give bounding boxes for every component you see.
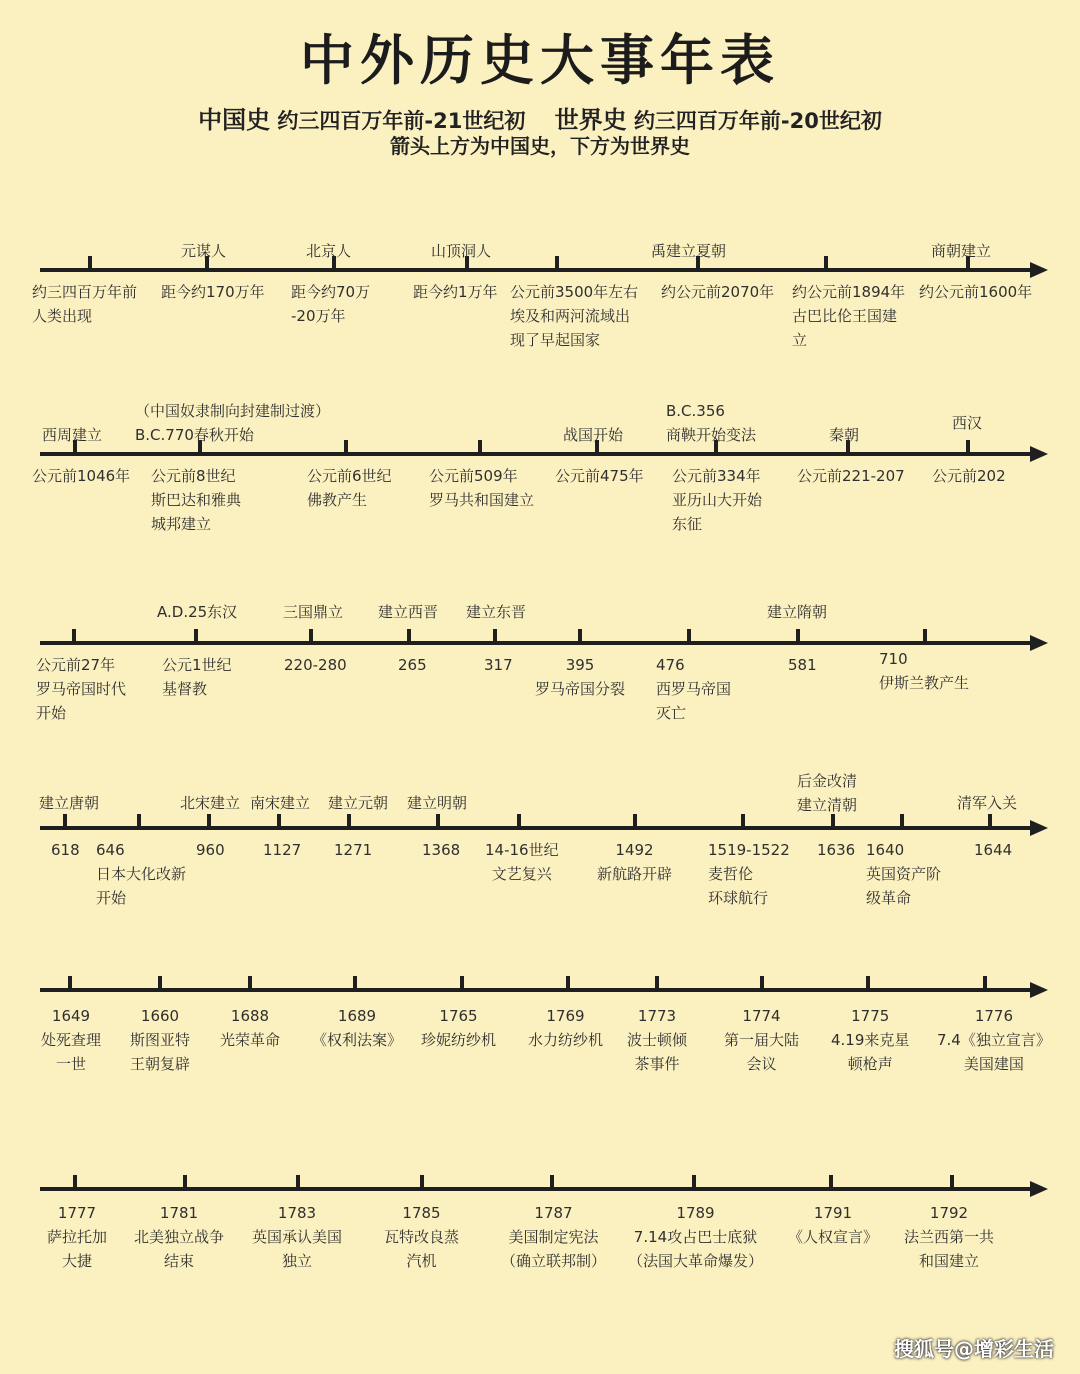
timeline-tick	[436, 814, 440, 828]
event-world: 1776 7.4《独立宣言》 美国建国	[937, 1007, 1051, 1073]
timeline-tick	[866, 976, 870, 990]
timeline-tick	[633, 814, 637, 828]
timeline-tick	[566, 976, 570, 990]
event-world: 395 罗马帝国分裂	[535, 656, 626, 698]
event-world: 317	[484, 656, 513, 674]
event-world: 710 伊斯兰教产生	[879, 650, 970, 692]
timeline-tick	[829, 1175, 833, 1189]
event-world: 1775 4.19来克星 顿枪声	[831, 1007, 910, 1073]
event-world: 公元前8世纪 斯巴达和雅典 城邦建立	[151, 467, 242, 533]
event-china: 元谋人	[181, 242, 227, 260]
event-china: 建立西晋	[378, 603, 439, 621]
timeline-tick	[555, 256, 559, 270]
event-china: 山顶洞人	[431, 242, 492, 260]
timeline-axis	[40, 268, 1032, 272]
event-china: 建立隋朝	[767, 603, 828, 621]
event-world: 公元前27年 罗马帝国时代 开始	[36, 656, 127, 722]
timeline-tick	[248, 976, 252, 990]
timeline-row-5	[0, 990, 1080, 1073]
timeline-tick	[344, 440, 348, 454]
timeline-tick	[63, 814, 67, 828]
event-world: 220-280	[284, 656, 347, 674]
timeline-tick	[578, 629, 582, 643]
event-world: 1789 7.14攻占巴士底狱 （法国大革命爆发）	[628, 1204, 764, 1270]
timeline-row-6	[0, 1189, 1080, 1270]
event-world: 约公元前1600年	[919, 283, 1033, 301]
event-world: 1791 《人权宣言》	[788, 1204, 879, 1246]
event-china: 后金改清 建立清朝	[797, 772, 858, 814]
event-world: 618	[51, 841, 80, 859]
event-china: 禹建立夏朝	[651, 242, 727, 260]
event-world: 距今约170万年	[161, 283, 265, 301]
event-world: 1765 珍妮纺纱机	[421, 1007, 497, 1049]
event-world: 1644	[974, 841, 1013, 859]
world-label: 世界史	[554, 106, 627, 134]
event-world: 1636	[817, 841, 856, 859]
timeline-axis	[40, 641, 1032, 645]
timeline-axis	[40, 452, 1032, 456]
timeline-tick	[478, 440, 482, 454]
event-world: 476 西罗马帝国 灭亡	[656, 656, 732, 722]
arrow-head-icon	[1030, 446, 1048, 462]
timeline-tick	[353, 976, 357, 990]
event-china: （中国奴隶制向封建制过渡） B.C.770春秋开始	[135, 402, 331, 444]
event-world: 公元前6世纪 佛教产生	[307, 467, 392, 509]
event-world: 1127	[263, 841, 302, 859]
arrow-head-icon	[1030, 1181, 1048, 1197]
timeline-row-3	[0, 603, 1080, 722]
timeline-tick	[158, 976, 162, 990]
timeline-tick	[900, 814, 904, 828]
timeline-tick	[73, 1175, 77, 1189]
event-china: 清军入关	[957, 794, 1018, 812]
event-china: 建立唐朝	[39, 794, 100, 812]
event-world: 265	[398, 656, 427, 674]
timeline-axis	[40, 1187, 1032, 1191]
event-world: 1785 瓦特改良蒸 汽机	[384, 1204, 460, 1270]
event-world: 约公元前1894年 古巴比伦王国建 立	[792, 283, 906, 349]
event-world: 1774 第一届大陆 会议	[724, 1007, 800, 1073]
event-world: 1492 新航路开辟	[597, 841, 673, 883]
timeline-row-2	[0, 402, 1080, 533]
event-world: 1777 萨拉托加 大捷	[47, 1204, 108, 1270]
timeline-axis	[40, 826, 1032, 830]
event-world: 1649 处死查理 一世	[41, 1007, 102, 1073]
timeline-tick	[88, 256, 92, 270]
event-world: 距今约1万年	[413, 283, 498, 301]
china-label: 中国史	[198, 106, 271, 134]
timeline-tick	[493, 629, 497, 643]
event-world: 1769 水力纺纱机	[528, 1007, 604, 1049]
timeline-tick	[760, 976, 764, 990]
event-china: A.D.25东汉	[157, 603, 238, 621]
watermark: 搜狐号@增彩生活	[894, 1337, 1054, 1361]
arrow-head-icon	[1030, 982, 1048, 998]
event-world: 公元前3500年左右 埃及和两河流域出 现了早起国家	[510, 283, 639, 349]
timeline-tick	[68, 976, 72, 990]
event-world: 1688 光荣革命	[220, 1007, 281, 1049]
timeline-tick	[687, 629, 691, 643]
event-world: 1660 斯图亚特 王朝复辟	[130, 1007, 191, 1073]
event-world: 公元前509年 罗马共和国建立	[429, 467, 535, 509]
event-china: 北宋建立	[180, 794, 241, 812]
timeline-tick	[983, 976, 987, 990]
event-world: 公元前475年	[555, 467, 644, 485]
event-china: 南宋建立	[250, 794, 311, 812]
timeline-tick	[550, 1175, 554, 1189]
timeline-tick	[692, 1175, 696, 1189]
event-world: 1792 法兰西第一共 和国建立	[904, 1204, 995, 1270]
event-china: 三国鼎立	[283, 603, 344, 621]
event-world: 646 日本大化改新 开始	[96, 841, 187, 907]
event-china: 建立东晋	[466, 603, 527, 621]
timeline-tick	[137, 814, 141, 828]
world-range: 约三四百万年前-20世纪初	[633, 109, 882, 133]
timeline-row-1	[0, 242, 1080, 349]
timeline-tick	[407, 629, 411, 643]
event-world: 公元前334年 亚历山大开始 东征	[672, 467, 763, 533]
timeline-tick	[183, 1175, 187, 1189]
event-world: 公元前1046年	[32, 467, 131, 485]
event-world: 1773 波士顿倾 茶事件	[627, 1007, 688, 1073]
event-world: 约公元前2070年	[661, 283, 775, 301]
arrow-head-icon	[1030, 262, 1048, 278]
timeline-tick	[950, 1175, 954, 1189]
event-world: 公元1世纪 基督教	[162, 656, 232, 698]
event-world: 1689 《权利法案》	[312, 1007, 403, 1049]
timeline-tick	[309, 629, 313, 643]
china-range: 约三四百万年前-21世纪初	[277, 109, 526, 133]
event-world: 1783 英国承认美国 独立	[252, 1204, 343, 1270]
event-world: 1787 美国制定宪法 （确立联邦制）	[501, 1204, 607, 1270]
event-china: 建立明朝	[407, 794, 468, 812]
event-world: 约三四百万年前 人类出现	[32, 283, 138, 325]
page-title: 中外历史大事年表	[300, 29, 780, 92]
event-world: 1640 英国资产阶 级革命	[866, 841, 942, 907]
event-world: 581	[788, 656, 817, 674]
timeline-tick	[296, 1175, 300, 1189]
event-china: 秦朝	[829, 426, 860, 444]
arrow-head-icon	[1030, 635, 1048, 651]
timeline-tick	[824, 256, 828, 270]
timeline-tick	[517, 814, 521, 828]
event-world: 距今约70万 -20万年	[291, 283, 371, 325]
event-china: 西汉	[952, 414, 983, 432]
event-china: 商朝建立	[931, 242, 992, 260]
event-world: 公元前221-207	[797, 467, 905, 485]
event-world: 1368	[422, 841, 461, 859]
timeline-tick	[460, 976, 464, 990]
timeline-axis	[40, 988, 1032, 992]
timeline-tick	[741, 814, 745, 828]
event-world: 960	[196, 841, 225, 859]
event-china: 北京人	[306, 242, 352, 260]
event-china: 战国开始	[563, 426, 624, 444]
timeline-tick	[207, 814, 211, 828]
event-china: B.C.356 商鞅开始变法	[666, 402, 757, 444]
timeline-tick	[420, 1175, 424, 1189]
timeline-tick	[194, 629, 198, 643]
event-china: 西周建立	[42, 426, 103, 444]
event-world: 1519-1522 麦哲伦 环球航行	[708, 841, 790, 907]
event-world: 1781 北美独立战争 结束	[134, 1204, 225, 1270]
timeline-tick	[347, 814, 351, 828]
timeline-tick	[796, 629, 800, 643]
event-world: 1271	[334, 841, 373, 859]
event-china: 建立元朝	[328, 794, 389, 812]
timeline-tick	[277, 814, 281, 828]
timeline-tick	[655, 976, 659, 990]
timeline-tick	[988, 814, 992, 828]
event-world: 公元前202	[932, 467, 1006, 485]
arrow-head-icon	[1030, 820, 1048, 836]
timeline-tick	[923, 629, 927, 643]
event-world: 14-16世纪 文艺复兴	[485, 841, 559, 883]
timeline-tick	[966, 440, 970, 454]
timeline-row-4	[0, 772, 1080, 907]
subtitle-note: 箭头上方为中国史，下方为世界史	[390, 134, 690, 158]
timeline-tick	[72, 629, 76, 643]
